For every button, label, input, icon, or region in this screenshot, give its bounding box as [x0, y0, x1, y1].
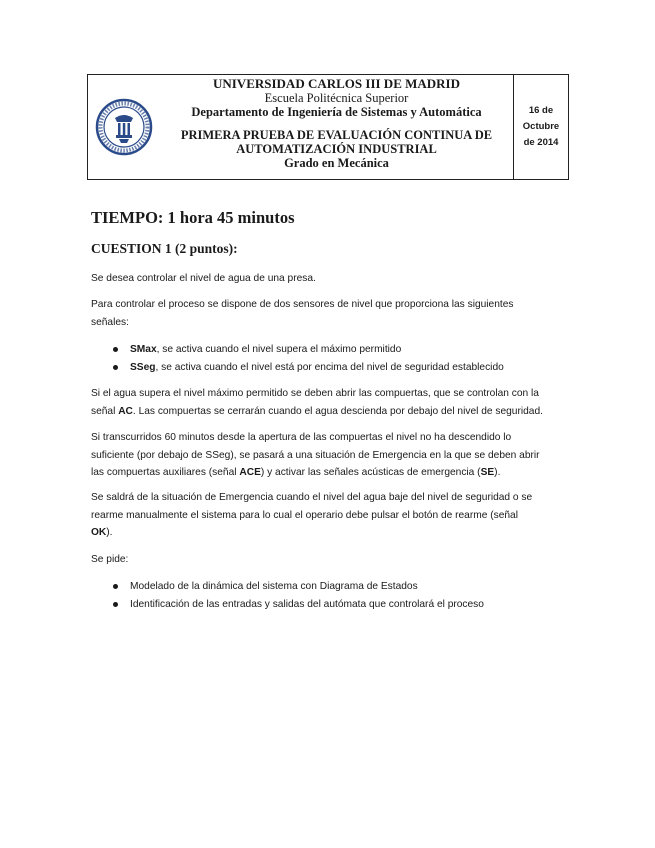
list-item — [110, 578, 570, 596]
gates-line1: Si el agua supera el nivel máximo permitido se deben abrir las compuertas, que se controlan con la — [91, 388, 539, 399]
header-title-cell — [160, 75, 514, 179]
sensor-description: , se activa cuando el nivel está por encima del nivel de seguridad establecido — [155, 361, 504, 373]
emergency-line3: las compuertas auxiliares (señal ACE) y activar las señales acústicas de emergencia (SE). — [91, 467, 501, 478]
task-list — [110, 578, 570, 613]
date-line3: de 2014 — [523, 137, 559, 148]
gates-line2: señal AC. Las compuertas se cerrarán cuando el agua descienda por debajo del nivel de seguridad. — [91, 405, 543, 417]
logo-cell — [88, 75, 160, 179]
sensor-list — [110, 341, 570, 376]
sensor-name: SSeg — [130, 361, 156, 373]
time-title: TIEMPO: 1 hora 45 minutos — [91, 208, 295, 227]
exam-title-line1: PRIMERA PRUEBA DE EVALUACIÓN CONTINUA DE — [180, 128, 493, 142]
exit-line1: Se saldrá de la situación de Emergencia cuando el nivel del agua baje del nivel de seguridad o se — [91, 492, 533, 503]
task-text: Modelado de la dinámica del sistema con Diagrama de Estados — [130, 581, 418, 592]
paragraph-gates — [91, 385, 571, 420]
exit-line3: OK). — [91, 527, 113, 538]
list-item — [110, 341, 570, 359]
list-item — [110, 359, 570, 377]
paragraph-emergency — [91, 429, 571, 482]
paragraph-intro — [91, 270, 571, 288]
sensors-intro-line1: Para controlar el proceso se dispone de dos sensores de nivel que proporciona las siguientes — [91, 299, 514, 310]
bullet-icon — [113, 347, 118, 352]
exit-line2: rearme manualmente el sistema para lo cual el operario debe pulsar el botón de rearme (señal — [91, 509, 518, 521]
university-seal-icon — [95, 98, 153, 156]
paragraph-exit-emergency — [91, 489, 571, 542]
signal-ace: ACE — [239, 467, 261, 478]
university-name: UNIVERSIDAD CARLOS III DE MADRID — [212, 76, 461, 91]
bullet-icon — [113, 602, 118, 607]
date-cell — [514, 75, 568, 179]
intro-text: Se desea controlar el nivel de agua de una presa. — [91, 273, 316, 284]
department-name: Departamento de Ingeniería de Sistemas y Automática — [191, 105, 482, 119]
sensor-name: SMax — [130, 344, 157, 355]
bullet-icon — [113, 365, 118, 370]
exam-title-line2: AUTOMATIZACIÓN INDUSTRIAL — [236, 142, 437, 156]
header-table — [87, 74, 569, 180]
task-text: Identificación de las entradas y salidas del autómata que controlará el proceso — [130, 598, 484, 610]
date-line1: 16 de — [528, 105, 554, 116]
school-name: Escuela Politécnica Superior — [264, 91, 409, 105]
question-title: CUESTION 1 (2 puntos): — [91, 241, 238, 256]
sensors-intro-line2: señales: — [91, 316, 129, 328]
paragraph-tasks-intro — [91, 551, 571, 569]
sensor-description: , se activa cuando el nivel supera el máximo permitido — [156, 344, 402, 355]
bullet-icon — [113, 584, 118, 589]
signal-ac: AC — [118, 405, 133, 417]
signal-se: SE — [480, 467, 495, 478]
emergency-line2: suficiente (por debajo de SSeg), se pasará a una situación de Emergencia en la que se deben abrir — [91, 449, 540, 461]
degree-name: Grado en Mecánica — [284, 156, 389, 170]
signal-ok: OK — [91, 527, 107, 538]
tasks-intro: Se pide: — [91, 554, 129, 565]
date-line2: Octubre — [522, 121, 560, 132]
list-item — [110, 596, 570, 614]
paragraph-sensors-intro — [91, 296, 571, 331]
emergency-line1: Si transcurridos 60 minutos desde la apertura de las compuertas el nivel no ha descendido lo — [91, 432, 512, 443]
